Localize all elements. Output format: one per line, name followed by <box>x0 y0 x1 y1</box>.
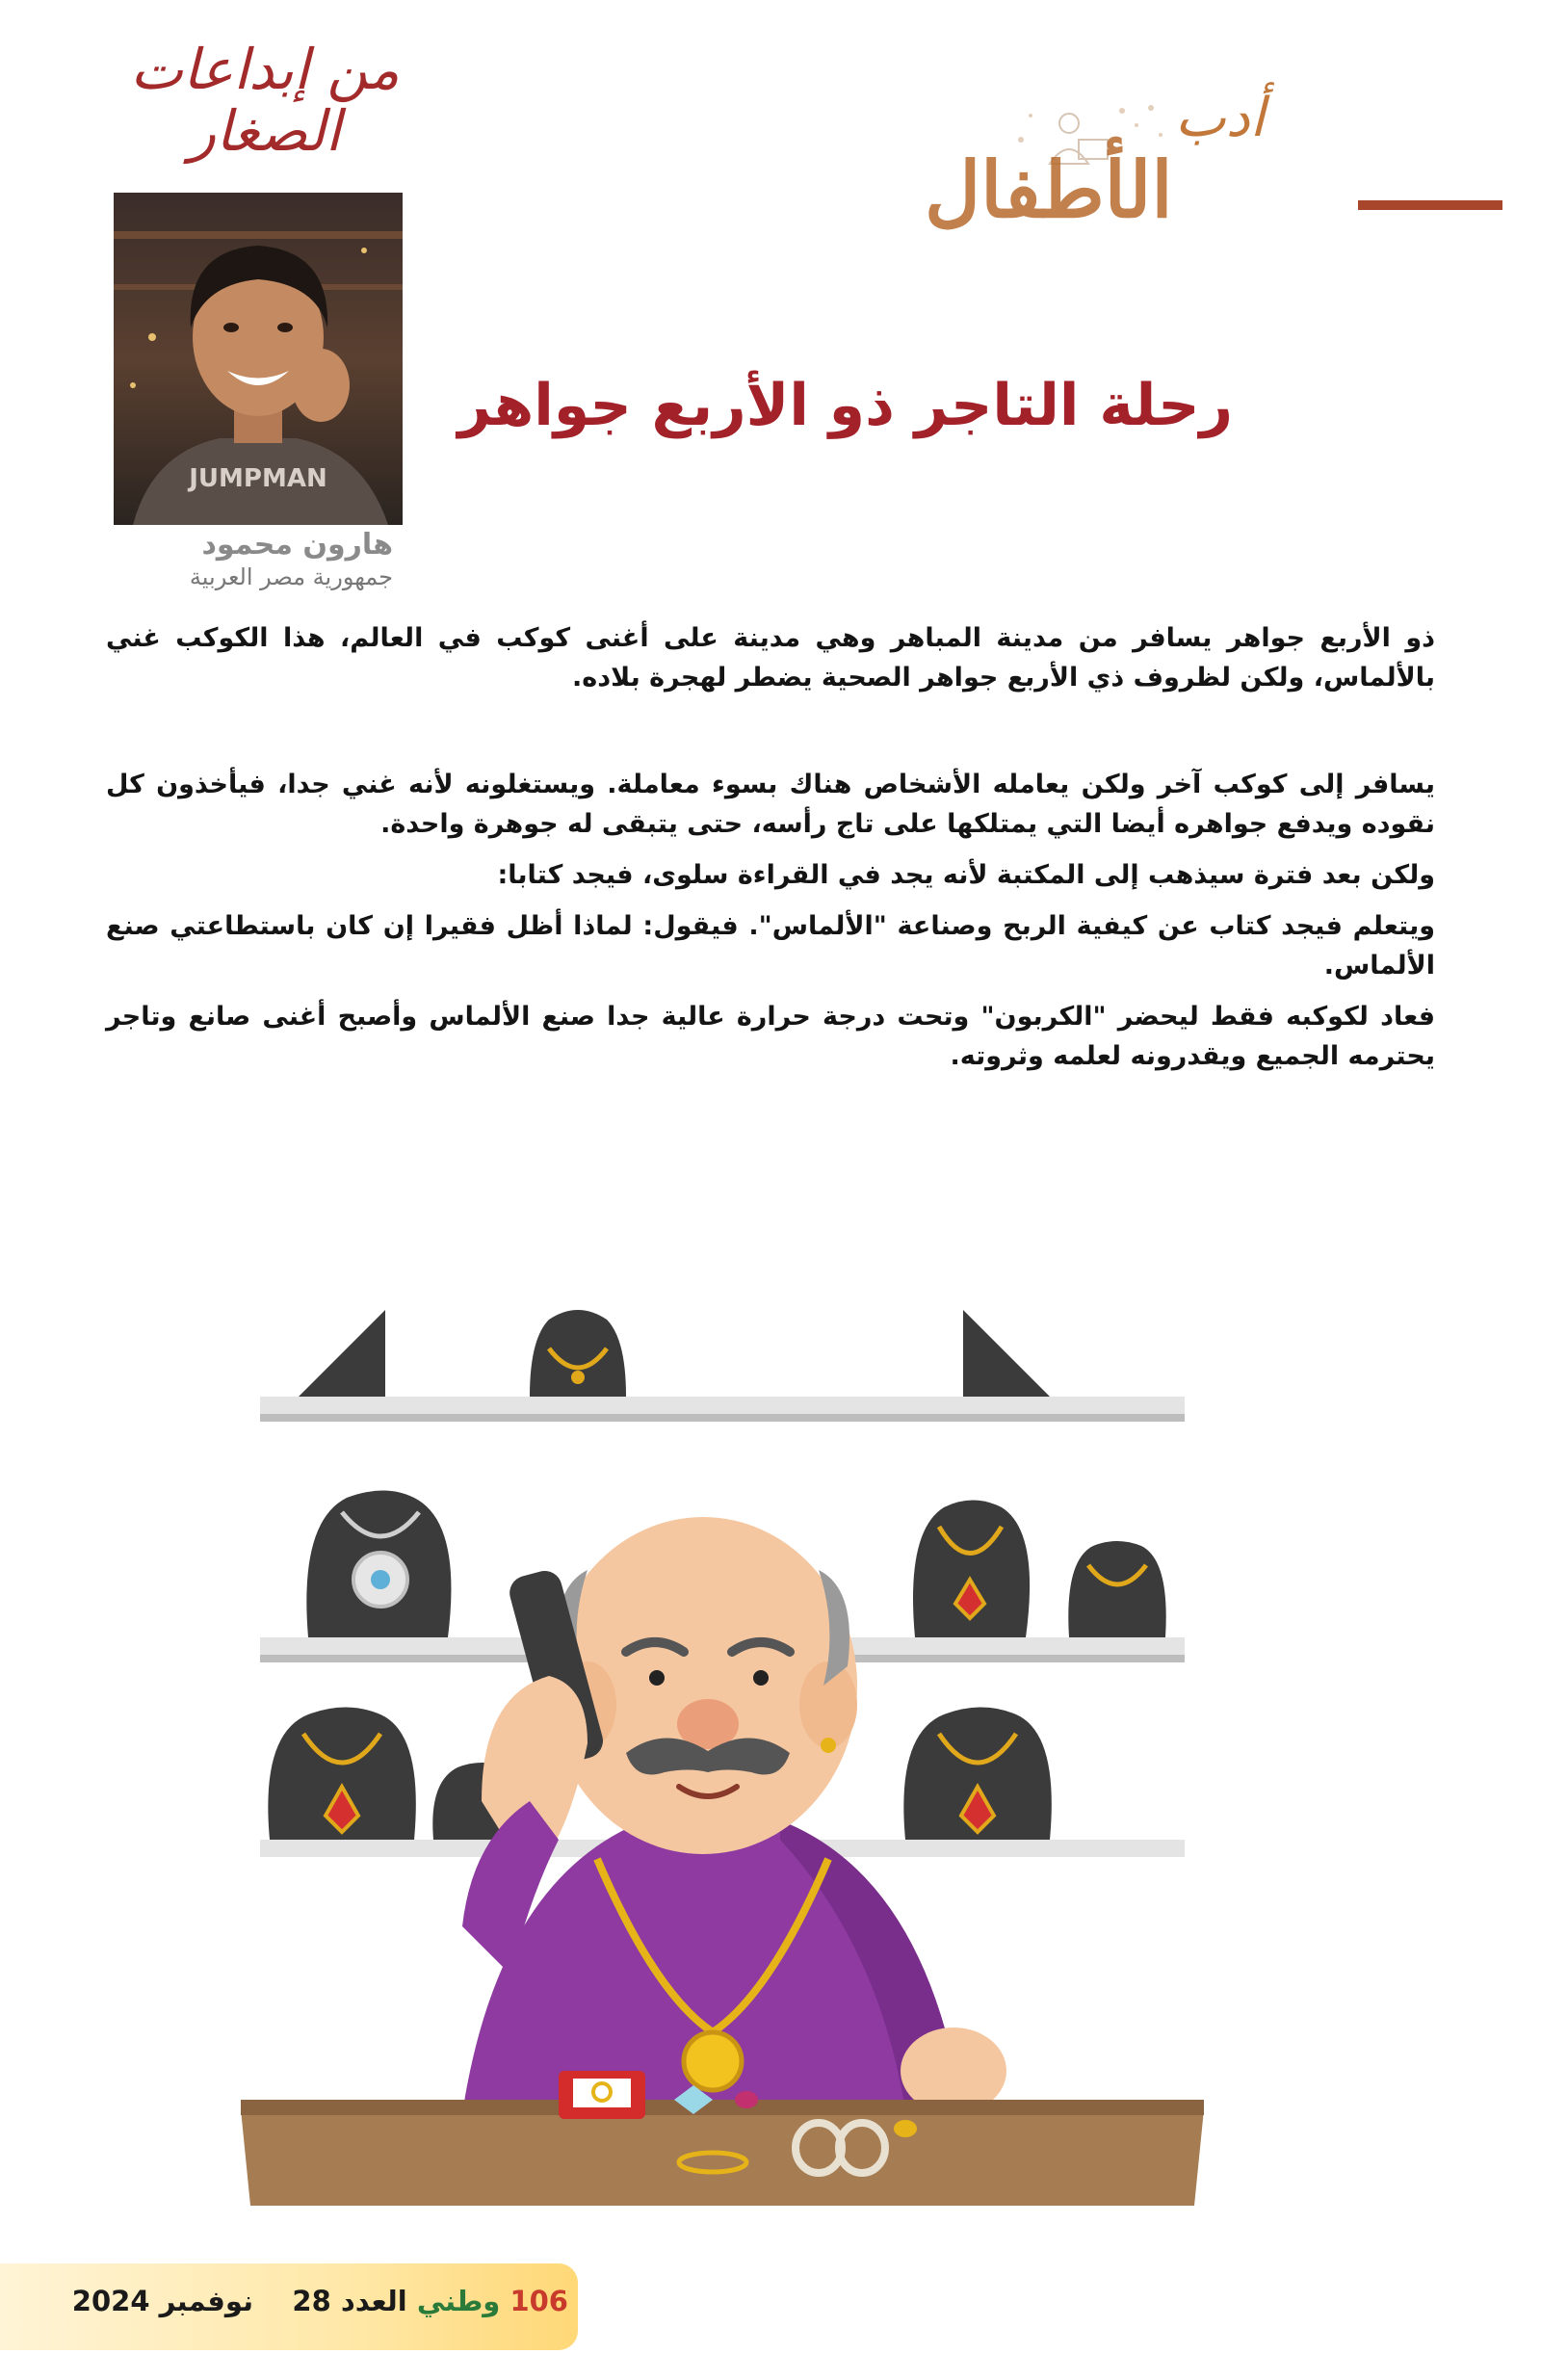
magazine-name: وطني <box>416 2285 501 2317</box>
jeweler-illustration <box>241 1300 1204 2206</box>
issue-month: نوفمبر <box>159 2285 253 2317</box>
shirt-text: JUMPMAN <box>189 464 327 493</box>
story-paragraph: فعاد لكوكبه فقط ليحضر "الكربون" وتحت درجة حرارة عالية جدا صنع الألماس وأصبح أغنى صانع وتاجر يحترمه الجميع ويقدرونه لعلمه وثروته. <box>106 1002 1435 1071</box>
page-number: 106 <box>509 2285 568 2317</box>
section-logo <box>905 87 1502 235</box>
story-paragraph: ويتعلم فيجد كتاب عن كيفية الربح وصناعة "الألماس". فيقول: لماذا أظل فقيرا إن كان باستطاعتي صنع الألماس. <box>106 911 1435 981</box>
section-logo-bar <box>1358 200 1502 210</box>
author-country: جمهورية مصر العربية <box>189 563 393 590</box>
story-paragraph: يسافر إلى كوكب آخر ولكن يعامله الأشخاص هناك بسوء معاملة. ويستغلونه لأنه غني جدا، فيأخذون كل نقوده ويدفع جواهره أيضا التي يمتلكها على تاج رأسه، حتى يتبقى له جوهرة واحدة. <box>106 770 1435 839</box>
footer <box>71 2285 568 2317</box>
story-paragraph: ذو الأربع جواهر يسافر من مدينة المباهر وهي مدينة على أغنى كوكب في العالم، هذا الكوكب غني بالألماس، ولكن لظروف ذي الأربع جواهر الصحية يضطر لهجرة بلاده. <box>106 623 1435 693</box>
story-paragraph: ولكن بعد فترة سيذهب إلى المكتبة لأنه يجد في القراءة سلوى، فيجد كتابا: <box>497 860 1435 890</box>
author-photo <box>114 193 403 525</box>
section-logo-top: أدب <box>1175 87 1266 149</box>
section-brand <box>125 39 405 173</box>
story-title: رحلة التاجر ذو الأربع جواهر <box>457 372 1233 439</box>
issue-label: العدد <box>340 2285 407 2317</box>
section-brand-line1: من إبداعات <box>130 37 400 102</box>
issue-year: 2024 <box>71 2285 150 2317</box>
author-name: هارون محمود <box>201 528 393 562</box>
section-brand-line2: الصغار <box>189 98 341 164</box>
section-logo-bottom: الأطفال <box>925 144 1173 235</box>
story-body <box>106 618 1435 1076</box>
issue-number: 28 <box>292 2285 331 2317</box>
